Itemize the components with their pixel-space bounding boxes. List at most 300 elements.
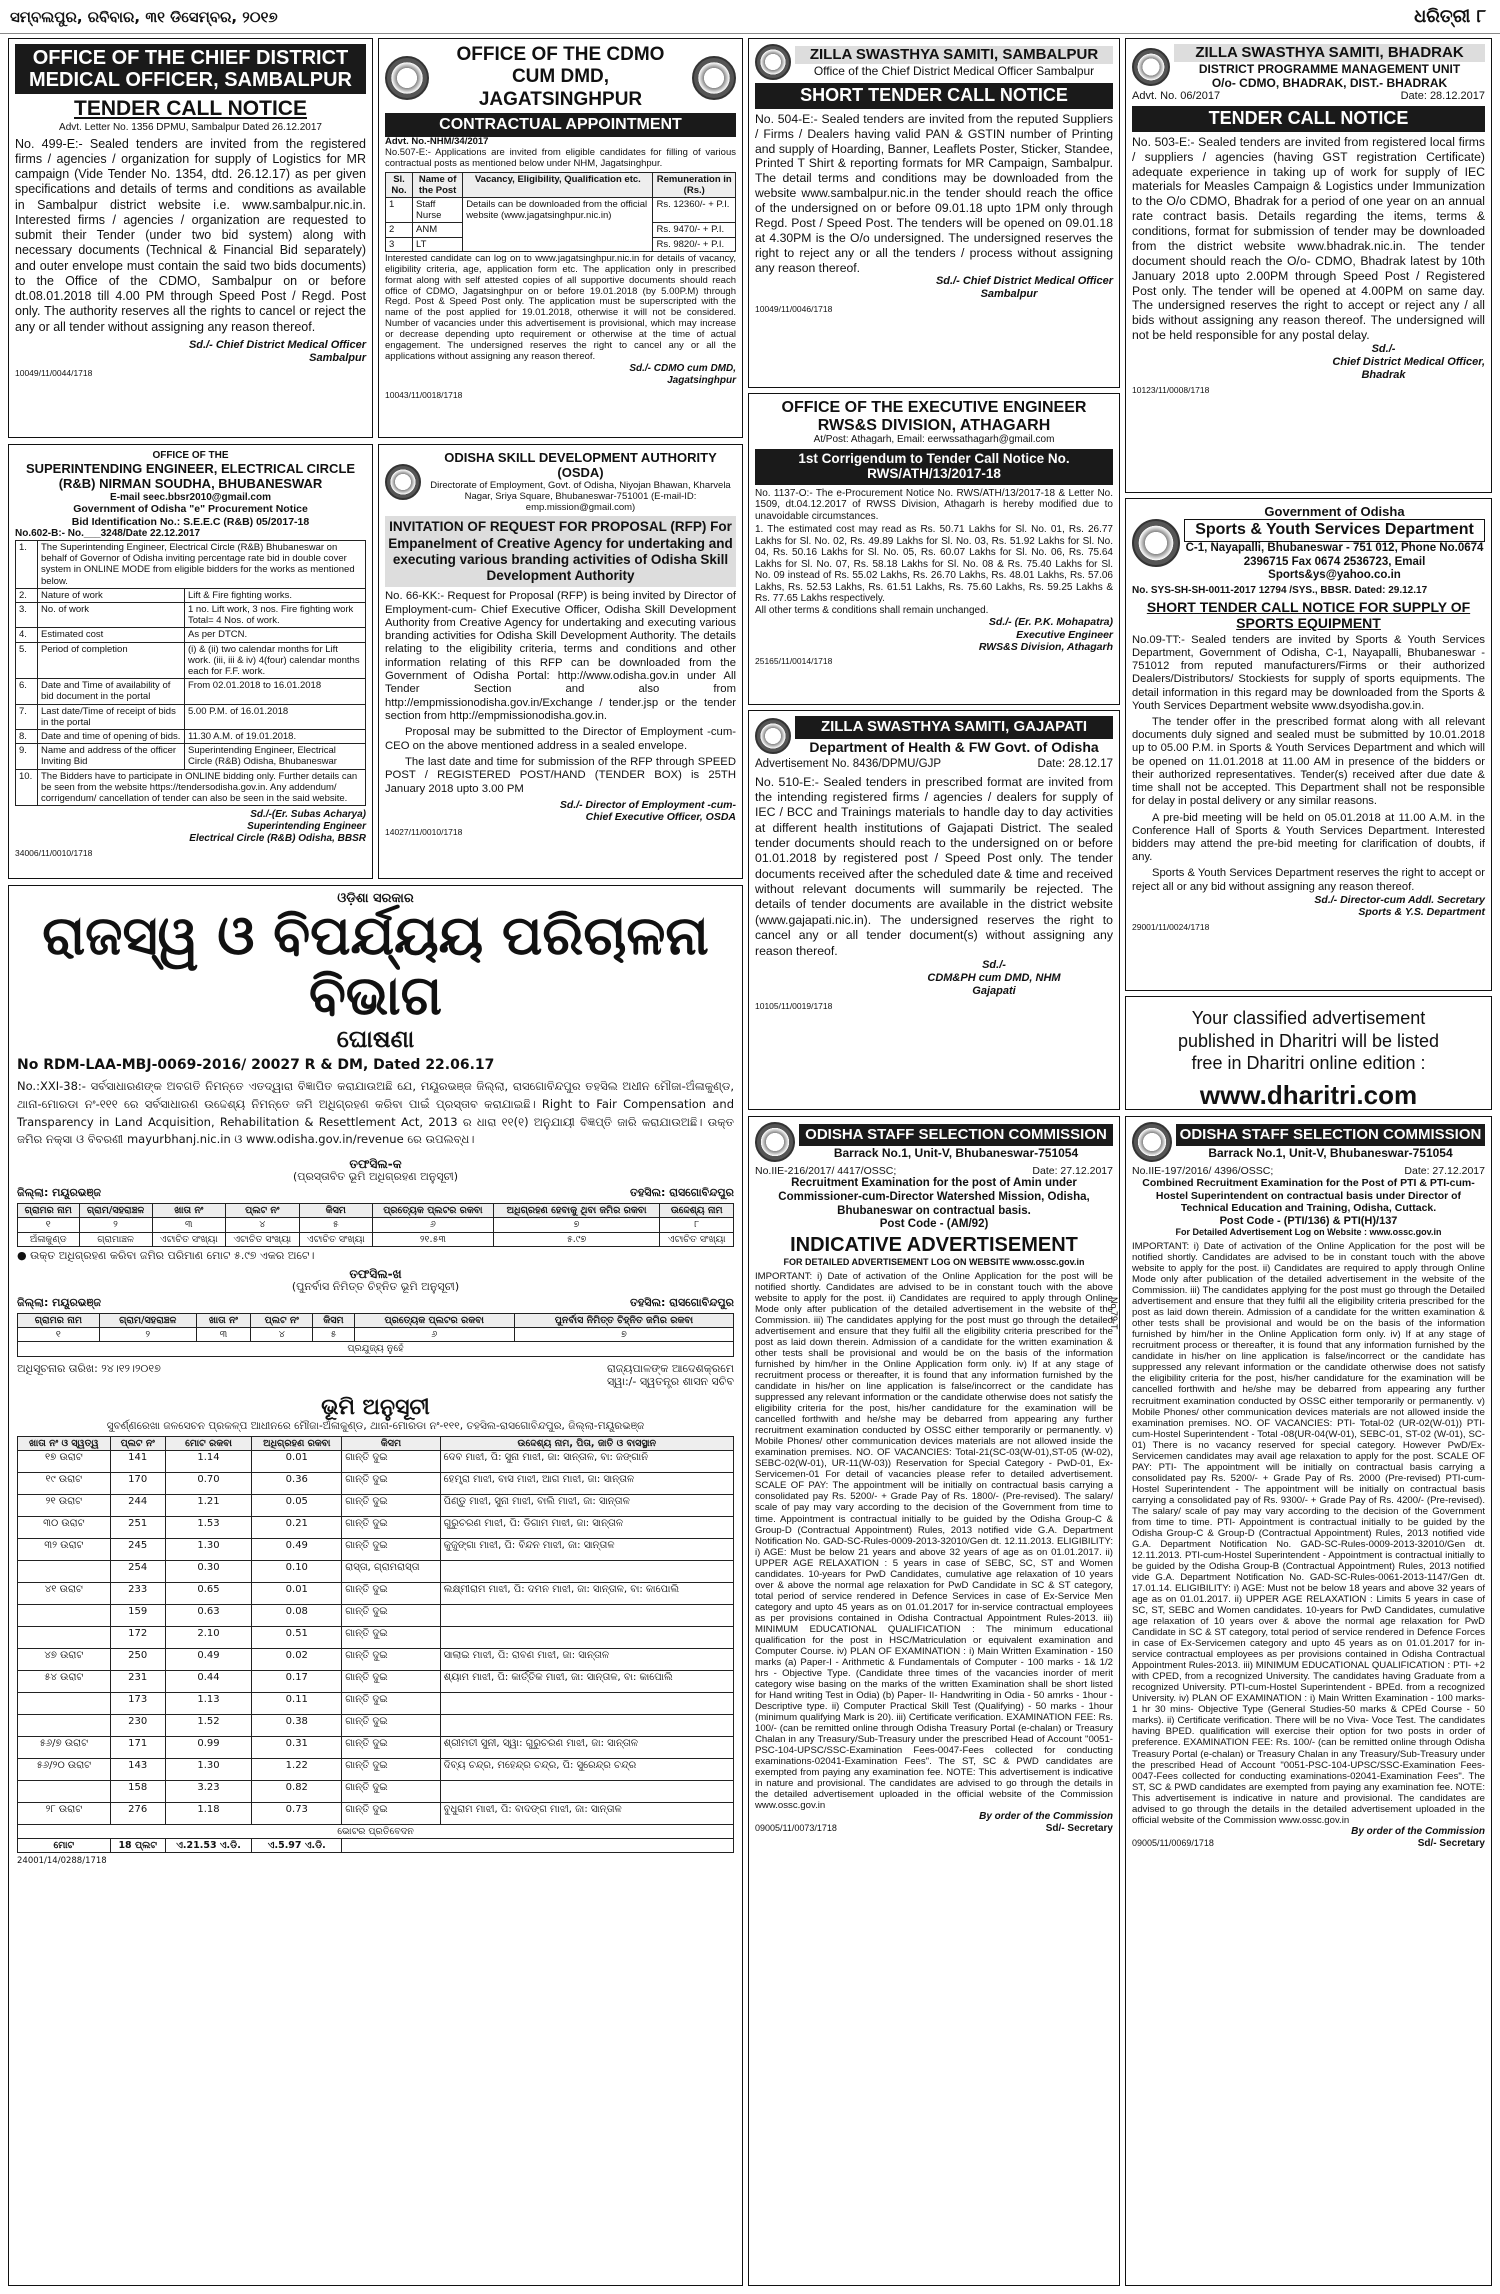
cell: 0.30 (165, 1561, 252, 1583)
cell: ଗାନ୍ତି ଦୁଇ (342, 1715, 440, 1737)
ad1-sig2: Sambalpur (309, 351, 366, 364)
ad2-sig1: Sd./- CDMO cum DMD, (629, 363, 736, 375)
table-row (18, 1583, 734, 1605)
cell: Date and time of opening of bids. (38, 730, 185, 744)
table-row (18, 1473, 734, 1495)
ad6-code: 14027/11/0010/1718 (385, 826, 463, 837)
ad11-table-a (17, 1203, 734, 1247)
ad5-gov: Government of Odisha "e" Procurement Notice (73, 503, 308, 516)
ad12-title: ODISHA STAFF SELECTION COMMISSION (799, 1124, 1113, 1147)
ad11-tableB-sub: (ପୁନର୍ବାସ ନିମିତ୍ତ ଚିହ୍ନିତ ଭୂମି ଅନୁସୂଚୀ) (291, 1280, 460, 1294)
ad4-sig3: Bhadrak (1361, 368, 1406, 381)
ad1-body: No. 499-E:- Sealed tenders are invited from the registered firms / agencies / organization for supply of Logistics for MR campaign (Vide Tender No. 1354, dtd. 26.12.17) as per given specifications and details of terms and conditions as available in Sambalpur district website i.e. www.sambalpur.nic.in. Interested firms / agencies / organization are requested to submit their Tender (under two bid system) along with necessary documents (Technical & Financial Bid separately) and outer envelope must contain the said two bids documents) to the Office of the CDMO, Sambalpur on or before dt.08.01.2018 till 4.00 PM through Speed Post / Regd. Post only. The authority reserves all the rights to cancel or reject the any or all tender without assigning any reason thereof. (15, 136, 366, 334)
cell: ଗାନ୍ତି ଦୁଇ (342, 1649, 440, 1671)
cell: 1.13 (165, 1693, 252, 1715)
cell: 233 (110, 1583, 165, 1605)
cell: 159 (110, 1605, 165, 1627)
ad11-ghosana: ଘୋଷଣା (336, 1025, 415, 1054)
cell (440, 1781, 733, 1803)
cell: 230 (110, 1715, 165, 1737)
ad3-body: No. 504-E:- Sealed tenders are invited from the reputed Suppliers / Firms / Dealers having valid PAN & GSTIN number of Printing and supply of Hoarding, Banner, Leaflets Poster, Sticker, Standee, Printed T Shirt & reporting formats for MR Campaign, Sambalpur. The detail terms and conditions may be downloaded from the website www.sambalpur.nic.in the tender should reach the office of the undersigned on or before 09.01.18 upto 1PM only through Regd. Post / Speed Post. The tenders will be opened on 09.01.18 at 4.30PM is the O/o undersigned. The undersigned reserves the right to reject any or all the tenders / process without assigning any reason thereof. (755, 111, 1113, 275)
ad10-line3: free in Dharitri online edition : (1191, 1053, 1426, 1073)
cell: 1.14 (165, 1451, 252, 1473)
table-row (16, 744, 366, 769)
cell: ୨ (99, 1328, 196, 1342)
cell: ଶ୍ୟାମ ମାଝୀ, ପି: କାର୍ତ୍ତିକ ମାଝୀ, ଜା: ସାନ୍ତାଳ, ବା: କାପୋଲି (440, 1671, 733, 1693)
nhm-logo (755, 718, 791, 754)
cell: 0.01 (252, 1451, 342, 1473)
cell (18, 1605, 111, 1627)
ad4-title: ZILLA SWASTHYA SAMITI, BHADRAK (1174, 44, 1485, 62)
cell: ଗାନ୍ତି ଦୁଇ (342, 1451, 440, 1473)
ad13-sig2: Sd/- Secretary (1417, 1837, 1485, 1849)
cell: The Bidders have to participate in ONLINE bidding only. Further details can be seen from the website https://tendersodisha.gov.in. Any addendum/ corrigendum/ cancellation of tender can also be seen in the said website. (38, 769, 366, 806)
ad2-advt: Advt. No.-NHM/34/2017 (385, 135, 489, 147)
ad2-body: No.507-E:- Applications are invited from eligible candidates for filling of various contractual posts as mentioned below under NHM, Jagatsinghpur. (385, 146, 736, 169)
th: ପ୍ଲଟ ନଂ (110, 1436, 165, 1450)
ad-osda (378, 444, 743, 879)
cell: ୪ (251, 1328, 313, 1342)
cell: 276 (110, 1803, 165, 1825)
cell: 3 (386, 237, 413, 251)
table-row (18, 1781, 734, 1803)
ad9-body: No.09-TT:- Sealed tenders are invited by Sports & Youth Services Department, Government of Odisha, C-1, Nayapalli, Bhubaneswar - 751012 from reputed manufacturers/Firms or their authorized Dealers/Distributors/ Stockiests for supply of sports equipments. The detail information in this regard may be downloaded from the Sports & Youth Services Department website www.dsyodisha.gov.in. (1132, 633, 1485, 712)
cell: Rs. 9820/- + P.I. (653, 237, 736, 251)
cell: Lift & Fire fighting works. (185, 588, 366, 602)
ad8-sub: Department of Health & FW Govt. of Odisha (809, 738, 1099, 755)
th: ଗ୍ରାମର ନାମ (18, 1313, 100, 1327)
cell: Nature of work (38, 588, 185, 602)
ad5-no: No.602-B:- No.___3248/Date 22.12.2017 (15, 528, 201, 540)
cell: 4. (16, 628, 38, 642)
table-row (18, 1561, 734, 1583)
ad5-table (15, 540, 366, 806)
ad5-code: 34006/11/0010/1718 (15, 847, 93, 858)
ad9-title: Sports & Youth Services Department (1184, 519, 1485, 542)
cell: ଗାନ୍ତି ଦୁଇ (342, 1803, 440, 1825)
cell: ରାସ୍ତା, ଗ୍ରାମରାସ୍ତା (342, 1561, 440, 1583)
cell: 0.49 (252, 1539, 342, 1561)
ad-zss-gajapati (748, 710, 1120, 1110)
ad8-date: Date: 28.12.17 (1037, 758, 1113, 771)
ad11-district: ଜିଲ୍ଲା: ମୟୂରଭଞ୍ଜ (17, 1186, 101, 1200)
ad6-body3: The last date and time for submission of the RFP through SPEED POST / REGISTERED POST/HAND (TENDER BOX) is 25TH January 2018 upto 3.00 PM (385, 756, 736, 795)
cell: କୁଜୁଙ୍ଗା ମାଝୀ, ପି: ବିନ୍ଦନ ମାଝୀ, ଜା: ସାନ୍ତାଳ (440, 1539, 733, 1561)
table-row (18, 1759, 734, 1781)
cell: 143 (110, 1759, 165, 1781)
ad12-addr: Barrack No.1, Unit-V, Bhubaneswar-751054 (833, 1146, 1079, 1161)
ad11-title: ରାଜସ୍ୱ ଓ ବିପର୍ଯ୍ୟୟ ପରିଚାଳନା ବିଭାଗ (42, 904, 709, 1027)
ad11-district: ଜିଲ୍ଲା: ମୟୂରଭଞ୍ଜ (17, 1295, 101, 1309)
cell: 1.30 (165, 1759, 252, 1781)
cell: ପ୍ରଯୁଜ୍ୟ ନୁହେଁ (18, 1342, 734, 1356)
ad5-pre: OFFICE OF THE (152, 450, 229, 461)
ad13-date: Date: 27.12.2017 (1404, 1165, 1485, 1177)
cell: 1.22 (252, 1759, 342, 1781)
cell: Date and Time of availability of bid document in the portal (38, 679, 185, 704)
ad9-body4: Sports & Youth Services Department reserves the right to accept or reject all or any bid without assigning any reason thereof. (1132, 867, 1485, 893)
table-row (16, 541, 366, 589)
th: ପ୍ରତ୍ୟେକ ପ୍ଲଟର ରକବା (373, 1204, 494, 1218)
dharitri-url[interactable]: www.dharitri.com (1199, 1079, 1418, 1110)
cell: 0.51 (252, 1627, 342, 1649)
cell: ଏଟାଚିତ ସଂଖ୍ୟା (152, 1232, 225, 1246)
cell: 251 (110, 1517, 165, 1539)
cell (440, 1627, 733, 1649)
ad12-code1: Post Code - (AM/92) (879, 1218, 989, 1231)
cell: ଦିବ୍ୟ ଚନ୍ଦ୍ର, ମହେନ୍ଦ୍ର ଚନ୍ଦ୍ର, ପି: ସୁରେନ୍ଦ୍ର ଚନ୍ଦ୍ର (440, 1759, 733, 1781)
ad12-code: 09005/11/0073/1718 (755, 1823, 837, 1834)
th: ଉଦ୍ଦେଶ୍ୟ ନାମ (660, 1204, 734, 1218)
cell: ଗାନ୍ତି ଦୁଇ (342, 1473, 440, 1495)
ad11-table-b (17, 1313, 734, 1357)
ad4-sig1: Sd./- (1371, 343, 1396, 356)
ad9-gov: Government of Odisha (1264, 504, 1405, 519)
cell: ଏଟାଚିତ ସଂଖ୍ୟା (299, 1232, 372, 1246)
ad13-code1: Post Code - (PTI/136) & PTI(H)/137 (1219, 1214, 1398, 1227)
ad9-no: No. SYS-SH-SH-0011-2017 12794 /SYS., BBSR. Dated: 29.12.17 (1132, 584, 1428, 596)
osda-logo (385, 464, 421, 500)
cell: 141 (110, 1451, 165, 1473)
cell: ୫୬/୨୦ ଉରାଟ (18, 1759, 111, 1781)
ad6-body: No. 66-KK:- Request for Proposal (RFP) is being invited by Director of Employment-cum- Chief Executive Officer, Odisha Skill Development Authority from Creative Agency for undertaking and executing various branding activities for Odisha Skill Development Authority. The details relating to the eligibility criteria, terms and conditions and other information relating of this RFP can be downloaded from the Government of Odisha Portal: http://www.odisha.gov.in under All Tender Section and also from http://empmissionodisha.gov.in/Exchange / tender.jsp or the tender section from http://empmissionodisha.gov.in. (385, 590, 736, 723)
cell: ୨୧ ଉରାଟ (18, 1495, 111, 1517)
ad3-code: 10049/11/0046/1718 (755, 304, 833, 315)
ad7-body2: 1. The estimated cost may read as Rs. 50.71 Lakhs for Sl. No. 01, Rs. 26.77 Lakhs for Sl. No. 02, Rs. 49.89 Lakhs for Sl. No. 03, Rs. 51.92 Lakhs for Sl. No. 04, Rs. 50.16 Lakhs for Sl. No. 05, Rs. 60.07 Lakhs for Sl. No. 06, Rs. 75.64 Lakhs for Sl. No. 07, Rs. 58.18 Lakhs for Sl. No. 08 & Rs. 75.40 Lakhs for Sl. No. 09 instead of Rs. 55.02 Lakhs, Rs. 26.70 Lakhs, Rs. 48.01 Lakhs, Rs. 57.06 Lakhs, Rs. 52.53 Lakhs, Rs. 61.51 Lakhs, Rs. 75.60 Lakhs, Rs. 59.25 Lakhs & Rs. 77.65 Lakhs respectively. (755, 524, 1113, 605)
cell: 3.23 (165, 1781, 252, 1803)
ad4-sub: DISTRICT PROGRAMME MANAGEMENT UNIT (1198, 61, 1461, 76)
cell: 231 (110, 1671, 165, 1693)
cell: ଗାନ୍ତି ଦୁଇ (342, 1781, 440, 1803)
ad11-noteA: ● ଉକ୍ତ ଅଧିଗ୍ରହଣ କରିବା ଜମିର ପରିମାଣ ମୋଟ ୫.୯୭ ଏକର ଅଟେ। (17, 1248, 315, 1262)
odisha-seal-icon (1132, 519, 1180, 567)
cell: ୪ (226, 1218, 299, 1232)
cell: Name and address of the officer Inviting Bid (38, 744, 185, 769)
cell: ୨ (79, 1218, 152, 1232)
ad6-title: ODISHA SKILL DEVELOPMENT AUTHORITY (OSDA) (444, 450, 717, 481)
cell: 0.11 (252, 1693, 342, 1715)
ad4-body: No. 503-E:- Sealed tenders are invited from registered local firms / suppliers / agencies (having GST registration Certificate) adequate experience in taking up of work for supply of IEC materials for Measles Campaign & Logistics under Immunization to the O/o CDMO, Bhadrak for a period of one year on an annual rate contract basis. Details regarding the items, terms & conditions, format for submission of tender may be downloaded from the district website www.bhadrak.nic.in. The tender document should reach the O/o- CDMO, Bhadrak latest by 10th January 2018 upto 2.00PM through Speed Post / Registered Post only. The tender will be opened at 4.00PM on same day. The undersigned reserves the right to accept or reject any / all bids without assigning any reason thereof. The undersigned will not be held responsible for any postal delay. (1132, 134, 1485, 343)
ad-ossc-pti (1125, 1116, 1492, 2286)
th: Vacancy, Eligibility, Qualification etc. (463, 172, 653, 197)
table-row (16, 642, 366, 679)
cell (440, 1561, 733, 1583)
ad12-sig2: Sd/- Secretary (1045, 1823, 1113, 1835)
ad4-code: 10123/11/0008/1718 (1132, 384, 1210, 395)
cell: Last date/Time of receipt of bids in the portal (38, 704, 185, 729)
cell: 158 (110, 1781, 165, 1803)
nhm-logo (385, 56, 429, 100)
ad1-notice: TENDER CALL NOTICE (74, 97, 307, 120)
th: ପ୍ରତ୍ୟେକ ପ୍ଲଟର ରକବା (354, 1313, 514, 1327)
odisha-seal-icon (1132, 48, 1170, 86)
cell: 0.31 (252, 1737, 342, 1759)
cell (440, 1605, 733, 1627)
cell: ପିଣ୍ଡୁ ମାଝୀ, ସୁନା ମାଝୀ, ବାଲି ମାଝୀ, ଜା: ସାନ୍ତାଳ (440, 1495, 733, 1517)
ad13-no: No.IIE-197/2016/ 4396/OSSC; (1132, 1165, 1274, 1177)
cell: ୩୦ ଉରାଟ (18, 1517, 111, 1539)
cell: ଲକ୍ଷ୍ମୀରାମ ମାଝୀ, ପି: ଦମନ ମାଝୀ, ଜା: ସାନ୍ତାଳ, ବା: କାପୋଲି (440, 1583, 733, 1605)
ad5-sig3: Electrical Circle (R&B) Odisha, BBSR (189, 832, 366, 844)
cell: ୧ (18, 1328, 100, 1342)
cell: 5. (16, 642, 38, 679)
ad11-sig2: ସ୍ୱା:/- ସ୍ୱତନ୍ତ୍ର ଶାସନ ସଚିବ (606, 1374, 734, 1388)
cell: 18 ପ୍ଲଟ (110, 1839, 165, 1853)
ad-rwss-athagarh (748, 393, 1120, 705)
cell: 171 (110, 1737, 165, 1759)
th: ପ୍ଲଟ ନଂ (251, 1313, 313, 1327)
ad10-line2: published in Dharitri will be listed (1177, 1030, 1440, 1051)
cell: 0.73 (252, 1803, 342, 1825)
ad-revenue-dm (8, 885, 743, 2286)
cell: ଏଟାଚିତ ସଂଖ୍ୟା (660, 1232, 734, 1246)
cell: ସାଲାଇ ମାଝୀ, ପି: ରାବଣ ମାଝୀ, ଜା: ସାନ୍ତାଳ (440, 1649, 733, 1671)
ad9-sig1: Sd./- Director-cum Addl. Secretary (1314, 893, 1485, 906)
cell: 0.10 (252, 1561, 342, 1583)
nhm-logo (755, 44, 791, 80)
th: Remuneration in (Rs.) (653, 172, 736, 197)
ad2-notice: CONTRACTUAL APPOINTMENT (385, 113, 736, 137)
cell: ୧୭ ଉରାଟ (18, 1451, 111, 1473)
ad5-sig1: Sd./-(Er. Subas Acharya) (250, 809, 366, 821)
cell: Superintending Engineer, Electrical Circle (R&B) Odisha, Bhubaneswar (185, 744, 366, 769)
cell: 254 (110, 1561, 165, 1583)
cell: 6. (16, 679, 38, 704)
cell: ଗାନ୍ତି ଦୁଇ (342, 1759, 440, 1781)
cell: ଗୁରୁଚରଣ ମାଝୀ, ପି: ଡିଗାମ ମାଝୀ, ଜା: ସାନ୍ତାଳ (440, 1517, 733, 1539)
cell: ୮ (660, 1218, 734, 1232)
cell: ଗାନ୍ତି ଦୁଇ (342, 1539, 440, 1561)
ad8-sig2: CDM&PH cum DMD, NHM (927, 971, 1061, 984)
cell: 8. (16, 730, 38, 744)
ad12-h1: Recruitment Examination for the post of Amin under Commissioner-cum-Director Watershed Mission, Odisha, Bhubaneswar on contractual basis. (778, 1177, 1090, 1217)
ad-zss-bhadrak (1125, 38, 1492, 493)
th: ଖାତା ନଂ ଓ ସ୍ୱତ୍ୱ (18, 1436, 111, 1450)
ad2-code: 10043/11/0018/1718 (385, 389, 463, 400)
cell: The Superintending Engineer, Electrical Circle (R&B) Bhubaneswar on behalf of Governor of Odisha inviting percentage rate bid in double cover system in ONLINE MODE from eligible bidders for the works as mentioned below. (38, 541, 366, 589)
ad5-title: SUPERINTENDING ENGINEER, ELECTRICAL CIRCLE (R&B) NIRMAN SOUDHA, BHUBANESWAR (25, 460, 356, 491)
ad12-log: FOR DETAILED ADVERTISEMENT LOG ON WEBSITE www.ossc.gov.in (783, 1257, 1085, 1268)
cell (440, 1693, 733, 1715)
cell: 1. (16, 541, 38, 589)
cell: ANM (413, 223, 463, 237)
table-row (16, 730, 366, 744)
table-row (16, 704, 366, 729)
ad3-sub: Office of the Chief District Medical Officer Sambalpur (813, 63, 1095, 78)
cell: 0.99 (165, 1737, 252, 1759)
th: ଉଦ୍ଦେଶ୍ୟ ନାମ, ପିତା, ଜାତି ଓ ବାସସ୍ଥାନ (440, 1436, 733, 1450)
cell: 245 (110, 1539, 165, 1561)
cell: 11.30 A.M. of 19.01.2018. (185, 730, 366, 744)
ad4-sub2: O/o- CDMO, BHADRAK, DIST.- BHADRAK (1211, 75, 1448, 90)
cell: ଅଁଳାକୁଣ୍ଡ (18, 1232, 80, 1246)
ad4-advt: Advt. No. 06/2017 (1132, 90, 1221, 102)
ad7-sig3: RWS&S Division, Athagarh (978, 640, 1113, 653)
vertical-code: No.79-T (1109, 1297, 1119, 1330)
table-row (18, 1671, 734, 1693)
cell: ୨୮ ଉରାଟ (18, 1803, 111, 1825)
cell: 0.05 (252, 1495, 342, 1517)
cell: ଗାନ୍ତି ଦୁଇ (342, 1583, 440, 1605)
cell: 173 (110, 1693, 165, 1715)
ad11-sig1: ରାଜ୍ୟପାଳଙ୍କ ଆଦେଶକ୍ରମେ (607, 1361, 734, 1375)
table-row (18, 1649, 734, 1671)
ad4-sig2: Chief District Medical Officer, (1332, 355, 1485, 368)
table-row (16, 679, 366, 704)
ad9-sig2: Sports & Y.S. Department (1358, 906, 1485, 919)
cell: 1.52 (165, 1715, 252, 1737)
ad11-land-table (17, 1436, 734, 1854)
ad4-date: Date: 28.12.2017 (1400, 90, 1485, 102)
ad7-sig2: Executive Engineer (1016, 628, 1113, 641)
ad13-body: IMPORTANT: i) Date of activation of the Online Application for the post will be notified shortly. Candidates are advised to be in constant touch with the above website to apply for the post. ii) Candidates are required to apply through Online Mode only after publication of the detailed advertisement in the website of the Commission. iii) The candidates applying for the post must go through the Detailed advertisement and ensure that they fulfil all the eligibility criteria prescribed for the post as laid down therein. Admission of a candidate for the written examination & other tests shall be provisional and would be on the basis of the information furnished by him/her in the Online Application form only. iv) If at any stage of recruitment process or thereafter, it is found that any information furnished by the candidate in his/her on line application is false/incorrect or the candidate has suppressed any relevant information or the candidate otherwise does not satisfy the eligibility criteria for the post, his/her candidature for the examination will be cancelled forthwith and he/she may be debarred from appearing any further recruitment examination conducted by OSSC either temporarily or permanently. v) Mobile Phones/ other communication devices materials are not allowed inside the examination premises. NO. OF VACANCIES: PTI- Total-02 (UR-02(W-01)) PTI-cum-Hostel Superintendent - Total -08(UR-04(W-01), SEBC-01, ST-02 (W-01), SC-01) There is no vacancy reserved for special category. However PwD/Ex-Servicemen candidates may avail age relaxation to apply for the post. SCALE OF PAY: PTI- The appointment will be initially on contractual basis carrying a consolidated pay Rs. 5200/- + Grade Pay of Rs. 2000 (Pre-revised) PTI-cum-Hostel Superintendent - The appointment will be initially on contractual basis carrying a consolidated pay of Rs. 9300/- + Grade Pay of Rs. 4200/- (Pre-revised). The salary/ scale of pay may vary according to the decision of the Government from time to time. PTI- Appointment is contractual initially to be guided by the Odisha Group-C & Group-D (Contractual Appointment) Rules, 2013 notified vide G.A. Department Notification No. GAD-SC-Rules-0009-2013-32010/Gen dt. 12.11.2013. PTI-cum-Hostel Superintendent - Appointment is contractual initially to be guided by the Odisha Group-B (Contractual Appointment) Rules, 2013 notified vide G.A. Department Notification No. GAD-SC-Rules-0061-2013-1147/Gen dt. 17.01.14. ELIGIBILITY: i) AGE: Must not be below 18 years and above 32 years of age as on 01.01.2017. ii) UPPER AGE RELAXATION : Limits 5 years in case of SC, ST, SEBC and Women candidates. 10-years for PwD Candidates, cumulative age relaxation of 10 years over & above the normal age relaxation for PwD Candidate in SC & ST category, total period of service rendered in Defence Forces in case of Ex-Servicemen category and upto 45 years as on 01.01.2017 for in-service contractual employees as per provisions contained in Odisha Contractual Appointment Rules-2013. iii) MINIMUM EDUCATIONAL QUALIFICATION : PTI- +2 with CPED, from a recognized University. The candidates having Graduate from a recognized University. PTI-cum-Hostel Superintendent - BPEd. from a recognized University. iv) PLAN OF EXAMINATION : i) Main Written Examination - 100 marks- 1 hr 30 mins- Objective Type (General Studies-50 marks & CPEd Course - 50 marks). ii) Certificate verification. There will be no Viva- Voce Test. The candidates having BPED. qualification will exercise their option for two posts in order of preference. EXAMINATION FEE: Rs. 100/- (can be remitted online through Odisha Treasury Portal (e-chalan) or Treasury Chalan in any Treasury/Sub-Treasury under the prescribed Head of Account "0051-PSC-104-UPSC/SSC-Examination Fees-0047-Fees collected for conducting examinations-02041-Examination Fees". The ST, SC & PWD candidates are exempted from paying any examination fee. NOTE: This advertisement is indicative in nature and provisional. The candidates are advised to go through the details in the detailed advertisement uploaded in the official website of the Commission www.ossc.gov.in (1132, 1241, 1485, 1826)
cell: ୩୨ ଉରାଟ (18, 1539, 111, 1561)
cell: 9. (16, 744, 38, 769)
ad13-h1: Combined Recruitment Examination for the Post of PTI & PTI-cum-Hostel Superintendent on contractual basis under Director of Technical Education and Training, Odisha, Cuttack. (1142, 1177, 1475, 1215)
cell: 1.18 (165, 1803, 252, 1825)
cell: 0.02 (252, 1649, 342, 1671)
ad3-notice: SHORT TENDER CALL NOTICE (755, 83, 1113, 109)
th: ଗ୍ରାମ/ସହରାଞ୍ଚଳ (79, 1204, 152, 1218)
cell: Rs. 12360/- + P.I. (653, 197, 736, 222)
ad12-no: No.IIE-216/2017/ 4417/OSSC; (755, 1165, 897, 1177)
cell: 0.49 (165, 1649, 252, 1671)
th: ଅଧିଗ୍ରହଣ ରକବା (252, 1436, 342, 1450)
ad9-addr: C-1, Nayapalli, Bhubaneswar - 751 012, Phone No.0674 2396715 Fax 0674 2536723, Email Sports&ys@yahoo.co.in (1185, 542, 1484, 582)
ad6-notice: INVITATION OF REQUEST FOR PROPOSAL (RFP) For Empanelment of Creative Agency for undertaking and executing various branding activities of Odisha Skill Development Authority (385, 516, 736, 587)
ad11-tahasil: ତହସିଲ: ରାସଗୋବିନ୍ଦପୁର (630, 1295, 734, 1309)
cell: ୫.୯୭ (493, 1232, 660, 1246)
ad8-sig3: Gajapati (972, 984, 1016, 997)
ad13-title: ODISHA STAFF SELECTION COMMISSION (1176, 1124, 1485, 1147)
newspaper-logo: ଧରିତ୍ରୀ ୮ (1414, 6, 1486, 27)
ad12-notice: INDICATIVE ADVERTISEMENT (790, 1233, 1078, 1256)
ad12-body: IMPORTANT: i) Date of activation of the Online Application for the post will be notified shortly. Candidates are advised to be in constant touch with the above website to apply for the post. ii) Candidates are required to apply through Online Mode only after publication of the detailed advertisement in the website of the Commission. iii) The candidates applying for the post must go through the detailed advertisement and ensure that they fulfil all the eligibility criteria prescribed for the post as laid down therein. Admission of a candidate for the written examination & other tests shall be provisional and would be on the basis of the information furnished by him/her in the Online Application form only. iv) If at any stage of recruitment process or thereafter, it is found that any information furnished by the candidate in his/her on line application is false/incorrect or the candidate has suppressed any relevant information or the candidate otherwise does not satisfy the eligibility criteria for the post, his/her candidature for the examination will be cancelled forthwith and he/she may be debarred from appearing any further recruitment examination conducted by OSSC either temporarily or permanently. v) Mobile Phones/ other communication devices materials are not allowed inside the examination premises. NO. OF VACANCIES: Total-21(SC-03(W-01),ST-05 (W-02), SEBC-02(W-01), UR-11(W-03)) Reservation for Special Category - PwD-01, Ex-Servicemen-01 For detail of vacancies please refer to detailed advertisement. SCALE OF PAY: The appointment will be initially on contractual basis carrying a consolidated pay Rs. 5200/- + Grade Pay of Rs. 1800/- (Pre-revised). The salary/ scale of pay may vary according to the decision of the Government from time to time. Appointment is contractual initially to be guided by the Odisha Group-C & Group-D (Contractual Appointment) Rules, 2013 notified vide G.A. Department Notification No. GAD-SC-Rules-0009-2013-32010/Gen dt. 12.11.2013. ELIGIBILITY: i) AGE: Must be below 21 years and above 32 years of age as on 01.01.2017. ii) UPPER AGE RELAXATION : 5 years in case of SEBC, SC, ST and Women candidates. 10-years for PwD Candidates, cumulative age relaxation of 10 years over & above the normal age relaxation for PwD Candidate in SC & ST category, total period of service rendered in Defence Services in case of Ex-Service Men category and upto 45 years as on 01.01.2017 for in-service contractual employees as per provisions contained in Odisha Contractual Appointment Rules-2013. iii) MINIMUM EDUCATIONAL QUALIFICATION : The minimum educational qualification for the post in HSC/Matriculation or equivalent examination and Computer Course. iv) PLAN OF EXAMINATION : i) Main Written Examination - 150 marks (a) Paper-I - Arithmetic & Fundamentals of Computer - 100 marks - 1& 1/2 hrs - Objective Type. (Candidate three times of the vacancies inorder of merit category wise basing on the marks of the written Examination shall be short listed for Hand writing Test in Odia) (b) Paper- II- Handwriting in Odia - 50 amrks - 1hour - Descriptive type. ii) Computer Practical Skill Test (Qualifying) - 50 marks - 1hour (minimum qualifying Mark is 20). iii) Certificate verification. EXAMINATION FEE: Rs. 100/- (can be remitted online through Odisha Treasury Portal (e-chalan) or Treasury Chalan in any Treasury/Sub-Treasury under the prescribed Head of Account "0051-PSC-104-UPSC/SSC-Examination Fees-0047-Fees collected for conducting examinations-02041-Examination Fees". The ST, SC & PWD candidates are exempted from paying any examination fee. NOTE: This advertisement is indicative in nature and provisional. The candidates are advised to go through the details in the detailed advertisement uploaded in the official website of the Commission www.ossc.gov.in (755, 1270, 1113, 1812)
ad1-title: OFFICE OF THE CHIEF DISTRICT MEDICAL OFFICER, SAMBALPUR (15, 44, 366, 94)
ad-ossc-amin (748, 1116, 1120, 2286)
cell: ଗାନ୍ତି ଦୁଇ (342, 1737, 440, 1759)
cell (342, 1839, 734, 1853)
table-row (16, 603, 366, 628)
ad1-code: 10049/11/0044/1718 (15, 367, 93, 378)
cell: As per DTCN. (185, 628, 366, 642)
table-row (18, 1627, 734, 1649)
ad-sports-youth (1125, 498, 1492, 991)
cell: 0.36 (252, 1473, 342, 1495)
ad7-title: OFFICE OF THE EXECUTIVE ENGINEER RWS&S DIVISION, ATHAGARH (781, 399, 1087, 434)
cell: 1 no. Lift work, 3 nos. Fire fighting work Total= 4 Nos. of work. (185, 603, 366, 628)
th: ଅଧିଗ୍ରହଣ ହେବାକୁ ଥିବା ଜମିର ରକବା (493, 1204, 660, 1218)
cell: ଗାନ୍ତି ଦୁଇ (342, 1495, 440, 1517)
ad7-body3: All other terms & conditions shall remain unchanged. (755, 604, 989, 616)
th: ପୁନର୍ବାସ ନିମିତ୍ତ ଚିହ୍ନିତ ଜମିର ରକବା (514, 1313, 733, 1327)
cell: 10. (16, 769, 38, 806)
ad-cdmo-sambalpur (8, 38, 373, 438)
cell: ଏ.5.97 ଏ.ଡି. (252, 1839, 342, 1853)
th: ପ୍ଲଟ ନଂ (226, 1204, 299, 1218)
cell: (i) & (ii) two calendar months for Lift work. (iii, iii & iv) 4(four) calendar months each for F.F. work. (185, 642, 366, 679)
ad4-notice: TENDER CALL NOTICE (1132, 106, 1485, 132)
ad9-body3: A pre-bid meeting will be held on 05.01.2018 at 11.00 A.M. in the Conference Hall of Sports & Youth Services Department. Interested bidders may attend the pre-bid meeting for clarification of doubts, if any. (1132, 811, 1485, 864)
cell: 1.21 (165, 1495, 252, 1517)
cell: No. of work (38, 603, 185, 628)
cell: ୫୪ ଉରାଟ (18, 1671, 111, 1693)
th: ଖାତା ନଂ (152, 1204, 225, 1218)
table-row (18, 1517, 734, 1539)
th: Name of the Post (413, 172, 463, 197)
ad8-sig1: Sd./- (982, 958, 1006, 971)
ad11-tahasil: ତହସିଲ: ରାସଗୋବିନ୍ଦପୁର (630, 1186, 734, 1200)
ad11-tableA-sub: (ପ୍ରସ୍ତାବିତ ଭୂମି ଅଧିଗ୍ରହଣ ଅନୁସୂଚୀ) (292, 1170, 459, 1184)
cell: ୭ (493, 1218, 660, 1232)
table-row (18, 1451, 734, 1473)
cell: 5.00 P.M. of 16.01.2018 (185, 704, 366, 729)
ad7-sig1: Sd./- (Er. P.K. Mohapatra) (988, 616, 1113, 629)
cell: ଏଟାଚିତ ସଂଖ୍ୟା (226, 1232, 299, 1246)
th: କିସମ (342, 1436, 440, 1450)
cell: ଗାନ୍ତି ଦୁଇ (342, 1627, 440, 1649)
ad6-sig2: Chief Executive Officer, OSDA (585, 811, 736, 824)
cell: ୧ (18, 1218, 80, 1232)
table-row (18, 1693, 734, 1715)
cell: 0.70 (165, 1473, 252, 1495)
ad7-notice: 1st Corrigendum to Tender Call Notice No. RWS/ATH/13/2017-18 (755, 449, 1113, 485)
cell (18, 1693, 111, 1715)
table-row (16, 588, 366, 602)
cell: 172 (110, 1627, 165, 1649)
cell: ୬ (354, 1328, 514, 1342)
ad5-bid: Bid Identification No.: S.E.E.C (R&B) 05/2017-18 (71, 515, 310, 528)
ad13-code: 09005/11/0069/1718 (1132, 1837, 1214, 1848)
cell: ଗାନ୍ତି ଦୁଇ (342, 1693, 440, 1715)
cell: 7. (16, 704, 38, 729)
cell: 0.17 (252, 1671, 342, 1693)
ad2-title: OFFICE OF THE CDMO CUM DMD, JAGATSINGHPUR (456, 44, 665, 110)
cell: ୩ (152, 1218, 225, 1232)
ad13-addr: Barrack No.1, Unit-V, Bhubaneswar-751054 (1208, 1146, 1453, 1161)
cell: 0.01 (252, 1583, 342, 1605)
cell: Period of completion (38, 642, 185, 679)
ad-cdmo-jagatsinghpur (378, 38, 743, 438)
ad11-body: No.:XXI-38:- ସର୍ବସାଧାରଣଙ୍କ ଅବଗତି ନିମନ୍ତେ ଏତଦ୍ୱାରା ବିଜ୍ଞାପିତ କରାଯାଉଅଛି ଯେ, ମୟୂରଭଞ୍ଜ ଜିଲ୍ଲା, ରାସଗୋବିନ୍ଦପୁର ତହସିଲ ଅଧୀନ ମୌଜା-ଅଁଳାକୁଣ୍ଡ, ଥାନା-ମୋରଡା ନଂ-୧୧୧ ରେ ସର୍ବସାଧାରଣ ଉଦ୍ଦେଶ୍ୟ ନିମନ୍ତେ ଜମି ଅଧିଗ୍ରହଣ କରିବା ପାଇଁ ପ୍ରସ୍ତାବ କରାଯାଇଛି। Right to Fair Compensation and Transparency in Land Acquisition, Rehabilitation & Resettlement Act, 2013 ର ଧାରା ୧୧(୧) ଅନୁଯାୟୀ ବିଜ୍ଞପ୍ତି ଜାରି କରାଯାଉଅଛି। ଉକ୍ତ ଜମିର ନକ୍ସା ଓ ବିବରଣୀ mayurbhanj.nic.in ଓ www.odisha.gov.in/revenue ରେ ଉପଲବ୍ଧ। (17, 1078, 734, 1147)
th: କିସମ (313, 1313, 354, 1327)
ad8-advt: Advertisement No. 8436/DPMU/GJP (755, 758, 941, 771)
ad12-date: Date: 27.12.2017 (1032, 1165, 1113, 1177)
ad8-title: ZILLA SWASTHYA SAMITI, GAJAPATI (795, 716, 1113, 739)
ad11-gov: ଓଡ଼ିଶା ସରକାର (337, 891, 414, 906)
ad6-body2: Proposal may be submitted to the Director of Employment -cum- CEO on the above mentioned address in a sealed envelope. (385, 726, 736, 752)
ad6-sig1: Sd./- Director of Employment -cum- (559, 799, 736, 812)
cell: ୬ (373, 1218, 494, 1232)
cell: ୭ (514, 1328, 733, 1342)
cell: ୫ (299, 1218, 372, 1232)
cell: 0.63 (165, 1605, 252, 1627)
cell: ୪୧ ଉରାଟ (18, 1583, 111, 1605)
ad10-line1: Your classified advertisement (1191, 1008, 1426, 1028)
cell (18, 1715, 111, 1737)
cell: ଗାନ୍ତି ଦୁଇ (342, 1517, 440, 1539)
ad3-sig1: Sd./- Chief District Medical Officer (935, 275, 1113, 288)
cell: 1.53 (165, 1517, 252, 1539)
ad3-title: ZILLA SWASTHYA SAMITI, SAMBALPUR (795, 46, 1113, 64)
table-row (18, 1539, 734, 1561)
cell: 0.21 (252, 1517, 342, 1539)
cell: 2.10 (165, 1627, 252, 1649)
cell: Staff Nurse (413, 197, 463, 222)
th: Sl. No. (386, 172, 413, 197)
cell: ବୁଧୁରାମ ମାଝୀ, ପି: ବାଦଙ୍ଗ ମାଝୀ, ଜା: ସାନ୍ତାଳ (440, 1803, 733, 1825)
cell: ଭୋଟର ପ୍ରତିବେଦନ (18, 1825, 734, 1839)
